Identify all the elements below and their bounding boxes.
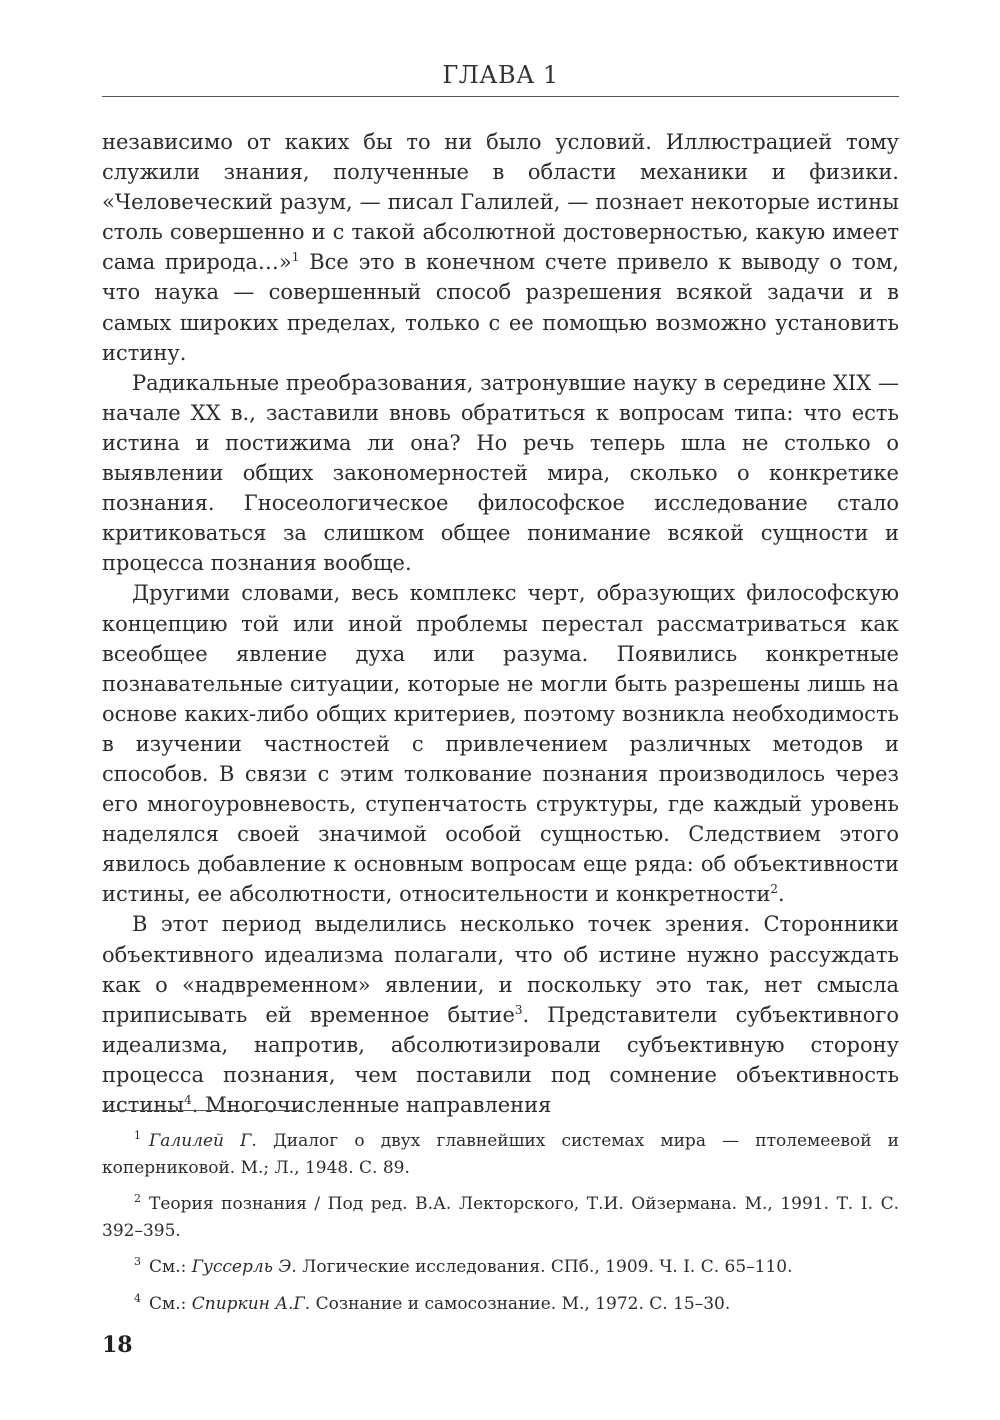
running-head: ГЛАВА 1 [442, 61, 559, 89]
body-text [102, 127, 899, 1120]
footnote-number: 2 [134, 1192, 141, 1206]
footnote-prefix: См.: [149, 1257, 192, 1277]
paragraph-text: независимо от каких бы то ни было условий. Иллюстрацией тому служили знания, полученные в области механики и физики. «Человеческий разум, — писал Галилей, — познает некоторые истины столь совершенно и с такой абсолютной достоверностью, какую имеет сама природа…» [102, 130, 899, 275]
footnote-number: 1 [134, 1129, 141, 1143]
footnote-prefix: См.: [149, 1293, 192, 1314]
footnote-text: Сознание и самосознание. М., 1972. С. 15–30. [310, 1293, 731, 1314]
footnote-author: Гуссерль Э. [191, 1257, 297, 1277]
paragraph: Радикальные преобразования, затронувшие науку в середине XIX — начале XX в., заставили вновь обратиться к вопросам типа: что есть истина и постижима ли она? Но речь теперь шла не столько о выявлении общих закономерностей мира, сколько о конкретике познания. Гносеологическое философское исследование стало критиковаться за слишком общее понимание всякой сущности и процесса познания вообще. [102, 370, 899, 576]
paragraph-text: В этот период выделились несколько точек зрения. Сторонники объективного идеализма полагали, что об истине нужно рассуждать как о «надвременном» явлении, и поскольку это так, нет смысла приписывать ей временное бытие [102, 912, 899, 1027]
paragraph-text: Другими словами, весь комплекс черт, образующих философскую концепцию той или иной проблемы перестал рассматриваться как всеобщее явление духа или разума. Появились конкретные познавательные ситуации, которые не могли быть разрешены лишь на основе каких-либо общих критериев, поэтому возникла необходимость в изучении частностей с привлечением различных методов и способов. В связи с этим толкование познания производилось через его многоуровневость, ступенчатость структуры, где каждый уровень наделялся своей значимой особой сущностью. Следствием этого явилось добавление к основным вопросам еще ряда: об объективности истины, ее абсолютности, относительности и конкретности [102, 581, 899, 907]
paragraph-text: Все это в конечном счете привело к выводу о том, что наука — совершенный способ разрешения всякой задачи и в самых широких пределах, только с ее помощью возможно установить истину. [102, 250, 899, 365]
footnote-ref: 1 [291, 250, 300, 265]
footnote [102, 1254, 899, 1281]
footnote-ref: 2 [770, 882, 779, 897]
footnote-text: Теория познания / Под ред. В.А. Лекторского, Т.И. Ойзермана. М., 1991. Т. I. С. 392–395. [102, 1194, 899, 1241]
footnote-ref: 3 [514, 1002, 523, 1017]
paragraph-text: . Многочисленные направления [191, 1093, 552, 1117]
footnote [102, 1128, 899, 1181]
footnote-number: 3 [134, 1255, 141, 1269]
footnote [102, 1291, 899, 1318]
paragraph [102, 127, 899, 368]
paragraph [102, 909, 899, 1120]
footnotes [102, 1128, 899, 1327]
paragraph-text: . Представители субъективного идеализма, напротив, абсолютизировали субъективную сторону процесса познания, чем поставили под сомнение объективность истины [102, 1002, 900, 1117]
footnote-author: Спиркин А.Г. [191, 1293, 311, 1314]
paragraph [102, 578, 899, 909]
footnote-rule [102, 1110, 302, 1111]
footnote [102, 1191, 899, 1244]
footnote-ref: 4 [184, 1093, 192, 1107]
footnote-author: Галилей Г. [149, 1131, 257, 1151]
footnote-number: 4 [134, 1291, 141, 1305]
footnote-text: Диалог о двух главнейших системах мира — птолемеевой и коперниковой. М.; Л., 1948. С. 89. [102, 1131, 900, 1178]
footnote-text: Логические исследования. СПб., 1909. Ч. I. С. 65–110. [296, 1257, 793, 1277]
paragraph-text: . [778, 882, 785, 907]
header-rule [102, 96, 899, 97]
page-number: 18 [102, 1332, 133, 1358]
